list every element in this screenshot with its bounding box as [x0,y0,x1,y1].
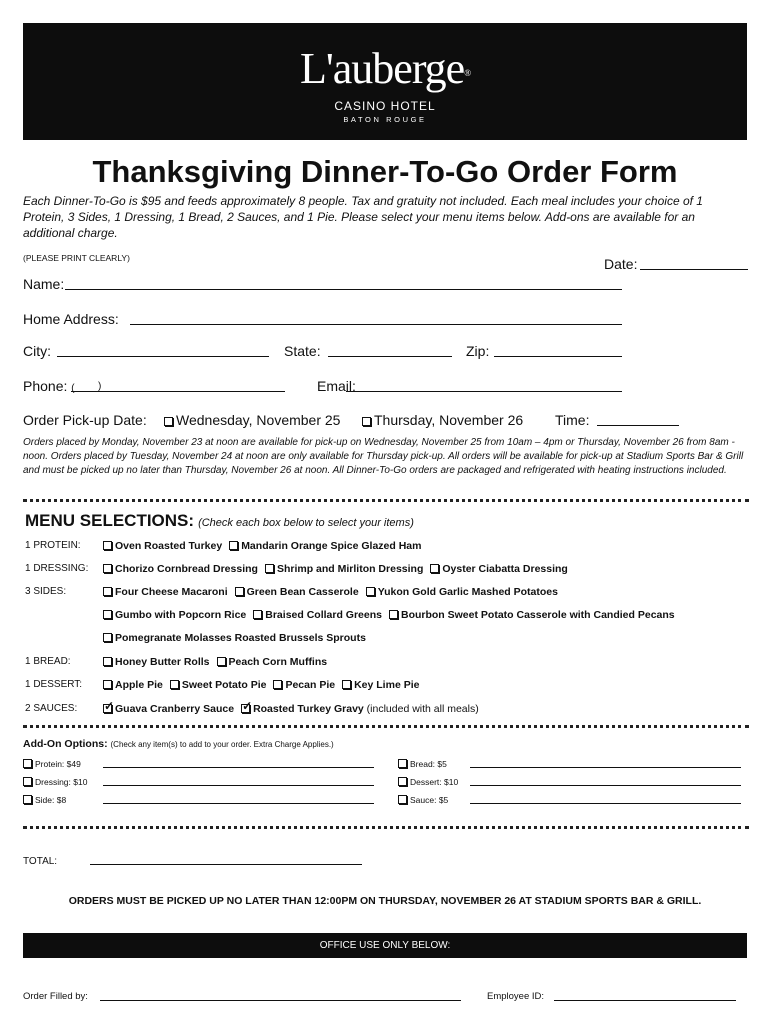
pickup-date-label: Order Pick-up Date: [23,412,147,428]
addon-label: Protein: $49 [35,759,81,769]
addon-bread[interactable] [398,758,447,769]
city-label: City: [23,343,51,359]
checkbox-icon[interactable] [103,657,112,666]
addon-label: Dessert: $10 [410,777,459,787]
option-label: Shrimp and Mirliton Dressing [276,563,424,575]
option-brussels-sprouts[interactable] [103,632,366,644]
checkbox-icon[interactable] [217,657,226,666]
checkbox-icon[interactable] [389,610,398,619]
checkbox-icon[interactable] [23,777,32,786]
option-label: Roasted Turkey Gravy [253,703,364,715]
option-label: Apple Pie [115,679,163,691]
bread-options [103,656,334,668]
addon-label: Dressing: $10 [35,777,88,787]
sides-options-row-3 [103,632,373,644]
checkbox-icon[interactable] [235,587,244,596]
option-label: Guava Cranberry Sauce [115,703,235,715]
addon-protein[interactable] [23,758,81,769]
phone-field[interactable] [71,391,285,392]
addon-side-field[interactable] [103,803,374,804]
pickup-option-thursday[interactable] [362,412,523,428]
checkbox-icon[interactable] [366,587,375,596]
checkbox-icon[interactable] [170,680,179,689]
dressing-label: 1 DRESSING: [25,563,89,574]
menu-heading-note: (Check each box below to select your items) [198,517,414,529]
addon-label: Sauce: $5 [410,795,449,805]
city-field[interactable] [57,356,269,357]
dotted-divider [23,826,749,829]
addon-dressing[interactable] [23,776,87,787]
option-label: Honey Butter Rolls [115,656,210,668]
option-label: Bourbon Sweet Potato Casserole with Candied Pecans [400,609,675,621]
addon-dressing-field[interactable] [103,785,374,786]
total-label: TOTAL: [23,856,58,867]
checkbox-icon[interactable] [253,610,262,619]
option-label: Chorizo Cornbread Dressing [115,563,258,575]
checkbox-icon[interactable] [362,417,371,426]
option-label: Yukon Gold Garlic Mashed Potatoes [377,586,558,598]
checkbox-icon[interactable] [229,541,238,550]
checkbox-icon[interactable] [273,680,282,689]
pickup-deadline-notice: ORDERS MUST BE PICKED UP NO LATER THAN 12:00PM ON THURSDAY, NOVEMBER 26 AT STADIUM SPORTS BAR & GRILL. [68,895,702,907]
option-label: Key Lime Pie [354,679,420,691]
option-roasted-turkey-gravy[interactable] [241,703,479,715]
option-label: Sweet Potato Pie [181,679,267,691]
checkbox-icon[interactable] [23,759,32,768]
option-green-bean-casserole[interactable] [235,586,359,598]
time-field[interactable] [597,425,679,426]
option-mashed-potatoes[interactable] [366,586,558,598]
checkbox-icon[interactable] [23,795,32,804]
checkbox-icon[interactable] [164,417,173,426]
date-field[interactable] [640,269,748,270]
checkbox-icon[interactable] [265,564,274,573]
menu-heading-text: MENU SELECTIONS: [25,511,195,530]
option-chorizo-cornbread[interactable] [103,563,258,575]
option-guava-cranberry-sauce[interactable] [103,703,234,715]
checkbox-icon[interactable] [103,564,112,573]
option-sweet-potato-casserole[interactable] [389,609,675,621]
addon-label: Bread: $5 [410,759,447,769]
option-label: Pecan Pie [285,679,336,691]
option-glazed-ham[interactable] [229,540,421,552]
dessert-options [103,679,426,691]
addon-sauce-field[interactable] [470,803,741,804]
addon-bread-field[interactable] [470,767,741,768]
name-label: Name: [23,276,65,292]
pickup-option-wednesday[interactable] [164,412,340,428]
option-label: Mandarin Orange Spice Glazed Ham [241,540,422,552]
checkbox-icon[interactable] [103,610,112,619]
option-label: Four Cheese Macaroni [115,586,228,598]
sauces-label: 2 SAUCES: [25,703,78,714]
employee-id-label: Employee ID: [487,991,545,1002]
intro-text: Each Dinner-To-Go is $95 and feeds approximately 8 people. Tax and gratuity not included. Each meal includes your choice of 1 Protein, 3 Sides, 1 Dressing, 1 Bread, 2 Sauces, and 1 Pie. Please select your menu items below. Add-ons are available for an additional charge. [23,194,703,240]
addon-dessert-field[interactable] [470,785,741,786]
sauces-note: (included with all meals) [366,703,479,715]
menu-selections-heading [25,511,414,531]
checkbox-icon[interactable] [342,680,351,689]
option-honey-butter-rolls[interactable] [103,656,210,668]
logo-subtitle: CASINO HOTEL [334,99,436,113]
date-label: Date: [604,256,638,272]
sides-label: 3 SIDES: [25,586,67,597]
option-label: Oyster Ciabatta Dressing [442,563,568,575]
home-address-label: Home Address: [23,311,119,327]
form-title: Thanksgiving Dinner-To-Go Order Form [92,154,678,189]
addon-label: Side: $8 [35,795,67,805]
logo-registered-mark: ® [464,68,471,78]
option-apple-pie[interactable] [103,679,163,691]
pickup-option-label: Thursday, November 26 [374,412,524,428]
option-four-cheese-macaroni[interactable] [103,586,228,598]
checkbox-icon[interactable] [103,680,112,689]
dessert-label: 1 DESSERT: [25,679,83,690]
total-field[interactable] [90,864,362,865]
bread-label: 1 BREAD: [25,656,71,667]
option-gumbo[interactable] [103,609,246,621]
sides-options-row-1 [103,586,565,598]
pickup-option-label: Wednesday, November 25 [176,412,341,428]
sauces-options [103,703,486,715]
checkbox-icon[interactable] [103,541,112,550]
zip-field[interactable] [494,356,622,357]
sides-options-row-2 [103,609,682,621]
home-address-field[interactable] [130,324,622,325]
option-pecan-pie[interactable] [273,679,335,691]
option-oyster-ciabatta[interactable] [430,563,567,575]
option-label: Green Bean Casserole [246,586,359,598]
option-label: Oven Roasted Turkey [115,540,223,552]
pickup-instructions: Orders placed by Monday, November 23 at noon are available for pick-up on Wednesday, November 25 from 10am – 4pm or Thursday, November 26 from 8am - noon. Orders placed by Tuesday, November 24 at noon are only available for Thursday pick-up. All orders will be available for pick-up at Stadium Sports Bar & Grill and must be picked up no later than Thursday, November 26 at noon. All Dinner-To-Go orders are packaged and refrigerated with heating instructions included. [23,437,744,476]
protein-label: 1 PROTEIN: [25,540,81,551]
time-label: Time: [555,412,590,428]
addon-sauce[interactable] [398,794,448,805]
office-use-band: OFFICE USE ONLY BELOW: [23,933,747,958]
print-note: (PLEASE PRINT CLEARLY) [23,253,130,263]
phone-area-close: ) [98,381,102,392]
checkbox-icon[interactable] [398,795,407,804]
option-key-lime-pie[interactable] [342,679,419,691]
employee-id-field[interactable] [554,1000,736,1001]
state-field[interactable] [328,356,452,357]
addon-heading-text: Add-On Options: [23,738,108,750]
option-sweet-potato-pie[interactable] [170,679,267,691]
state-label: State: [284,343,321,359]
option-oven-roasted-turkey[interactable] [103,540,222,552]
checkbox-icon[interactable] [430,564,439,573]
option-label: Braised Collard Greens [265,609,382,621]
addon-protein-field[interactable] [103,767,374,768]
order-filled-by-field[interactable] [100,1000,461,1001]
option-peach-corn-muffins[interactable] [217,656,328,668]
checkbox-icon[interactable] [103,587,112,596]
addon-heading-note: (Check any item(s) to add to your order. Extra Charge Applies.) [110,740,334,749]
logo [23,44,747,93]
checkbox-icon[interactable] [103,633,112,642]
dressing-options [103,563,575,575]
zip-label: Zip: [466,343,490,359]
option-label: Pomegranate Molasses Roasted Brussels Sprouts [115,632,366,644]
logo-location: BATON ROUGE [343,115,427,124]
header-logo-band [23,23,747,140]
addon-heading [23,738,334,750]
checked-checkbox-icon[interactable] [103,704,112,713]
logo-text: L'auberge [299,44,465,93]
addon-side[interactable] [23,794,66,805]
phone-area-open: ( [71,383,75,394]
email-label: Email: [317,378,356,394]
option-label: Gumbo with Popcorn Rice [115,609,247,621]
option-shrimp-mirliton[interactable] [265,563,423,575]
addon-dessert[interactable] [398,776,458,787]
phone-label [23,378,75,394]
option-collard-greens[interactable] [253,609,382,621]
phone-label-text: Phone: [23,378,68,394]
checkbox-icon[interactable] [398,777,407,786]
order-filled-by-label: Order Filled by: [23,991,88,1002]
checked-checkbox-icon[interactable] [241,704,250,713]
option-label: Peach Corn Muffins [228,656,328,668]
dotted-divider [23,499,749,502]
name-field[interactable] [65,289,622,290]
protein-options [103,540,429,552]
email-field[interactable] [346,391,622,392]
checkbox-icon[interactable] [398,759,407,768]
dotted-divider [23,725,749,728]
